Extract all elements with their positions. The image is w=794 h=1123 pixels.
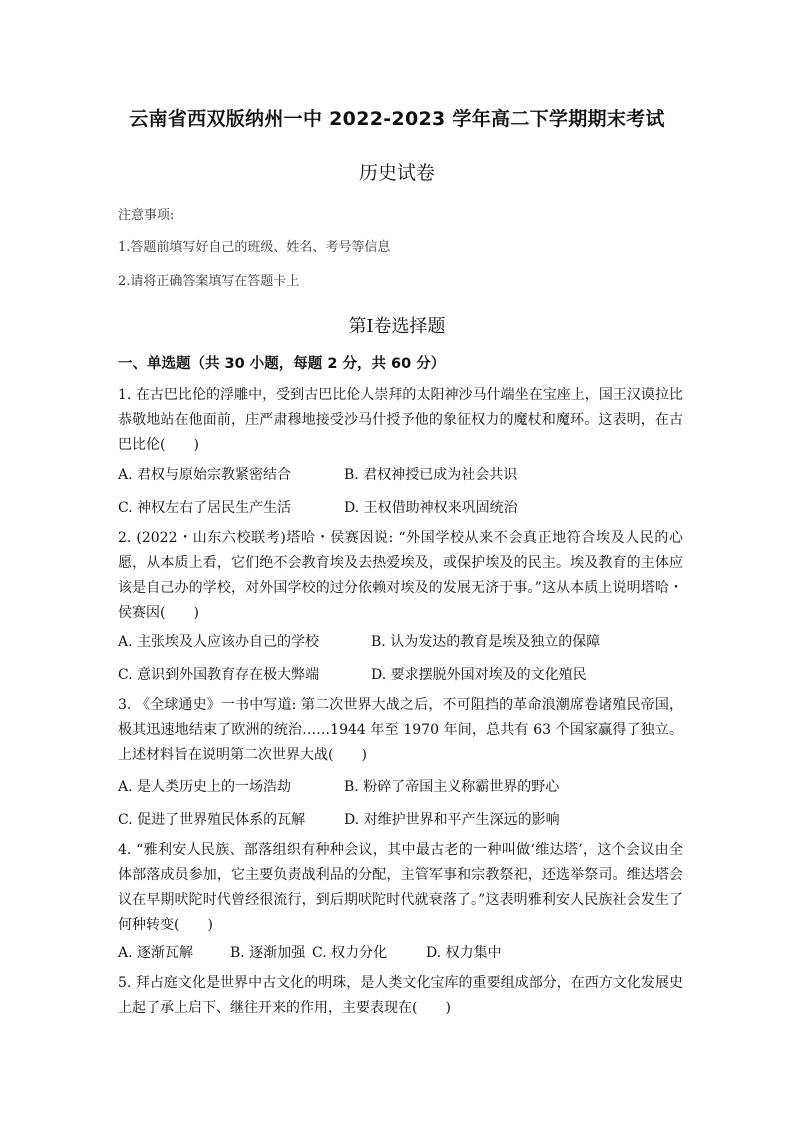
option-b: B. 君权神授已成为社会共识 — [344, 467, 518, 483]
section-title: 第Ⅰ卷选择题 — [348, 316, 446, 337]
notice-item: 1.答题前填写好自己的班级、姓名、考号等信息 — [118, 240, 391, 255]
option-b: B. 粉碎了帝国主义称霸世界的野心 — [344, 779, 560, 795]
option-c: C. 权力分化 — [312, 945, 388, 961]
option-d: D. 权力集中 — [426, 945, 502, 961]
part-title: 一、单选题（共 30 小题，每题 2 分，共 60 分） — [118, 356, 446, 372]
notice-heading: 注意事项: — [118, 208, 175, 223]
option-d: D. 要求摆脱外国对埃及的文化殖民 — [371, 667, 587, 683]
option-d: D. 王权借助神权来巩固统治 — [344, 500, 518, 516]
question-4-stem: 4. “雅利安人民族、部落组织有种种会议，其中最古老的一种叫做‘维达塔’，这个会议由全体部落成员参加，它主要负责战利品的分配，主管军事和宗教祭祀，还选举祭司。维达塔会议在早期吠陀时代曾经很流行，到后期吠陀时代就衰落了。”这表明雅利安人民族社会发生了何种转变( ) — [118, 842, 683, 933]
notice-item: 2.请将正确答案填写在答题卡上 — [118, 274, 300, 289]
option-a: A. 是人类历史上的一场浩劫 — [118, 779, 292, 795]
question-5-stem: 5. 拜占庭文化是世界中古文化的明珠，是人类文化宝库的重要组成部分，在西方文化发展史上起了承上启下、继往开来的作用，主要表现在( ) — [118, 975, 683, 1016]
question-3-stem: 3. 《全球通史》一书中写道: 第二次世界大战之后，不可阻挡的革命浪潮席卷诸殖民帝国，极其迅速地结束了欧洲的统治……1944 年至 1970 年间，总共有 63 个国家赢得了独立。上述材料旨在说明第二次世界大战( ) — [118, 697, 683, 763]
exam-title: 云南省西双版纳州一中 2022-2023 学年高二下学期期末考试 — [129, 108, 665, 130]
option-d: D. 对维护世界和平产生深远的影响 — [344, 812, 560, 828]
option-a: A. 君权与原始宗教紧密结合 — [118, 467, 292, 483]
option-b: B. 逐渐加强 — [230, 945, 306, 961]
exam-subtitle: 历史试卷 — [358, 162, 435, 184]
question-2-stem: 2. (2022・山东六校联考)塔哈・侯赛因说: “外国学校从来不会真正地符合埃及人民的心愿，从本质上看，它们绝不会教育埃及去热爱埃及，或保护埃及的民主。埃及教育的主体应该是自己办的学校，对外国学校的过分依赖对埃及的发展无济于事。”这从本质上说明塔哈・侯赛因( ) — [118, 530, 683, 621]
option-a: A. 逐渐瓦解 — [118, 945, 194, 961]
option-a: A. 主张埃及人应该办自己的学校 — [118, 634, 320, 650]
option-c: C. 促进了世界殖民体系的瓦解 — [118, 812, 306, 828]
option-c: C. 神权左右了居民生产生活 — [118, 500, 292, 516]
option-b: B. 认为发达的教育是埃及独立的保障 — [371, 634, 601, 650]
question-1-stem: 1. 在古巴比伦的浮雕中，受到古巴比伦人崇拜的太阳神沙马什端坐在宝座上，国王汉谟拉比恭敬地站在他面前，庄严肃穆地接受沙马什授予他的象征权力的魔杖和魔环。这表明，在古巴比伦( ) — [118, 387, 683, 453]
option-c: C. 意识到外国教育存在极大弊端 — [118, 667, 320, 683]
